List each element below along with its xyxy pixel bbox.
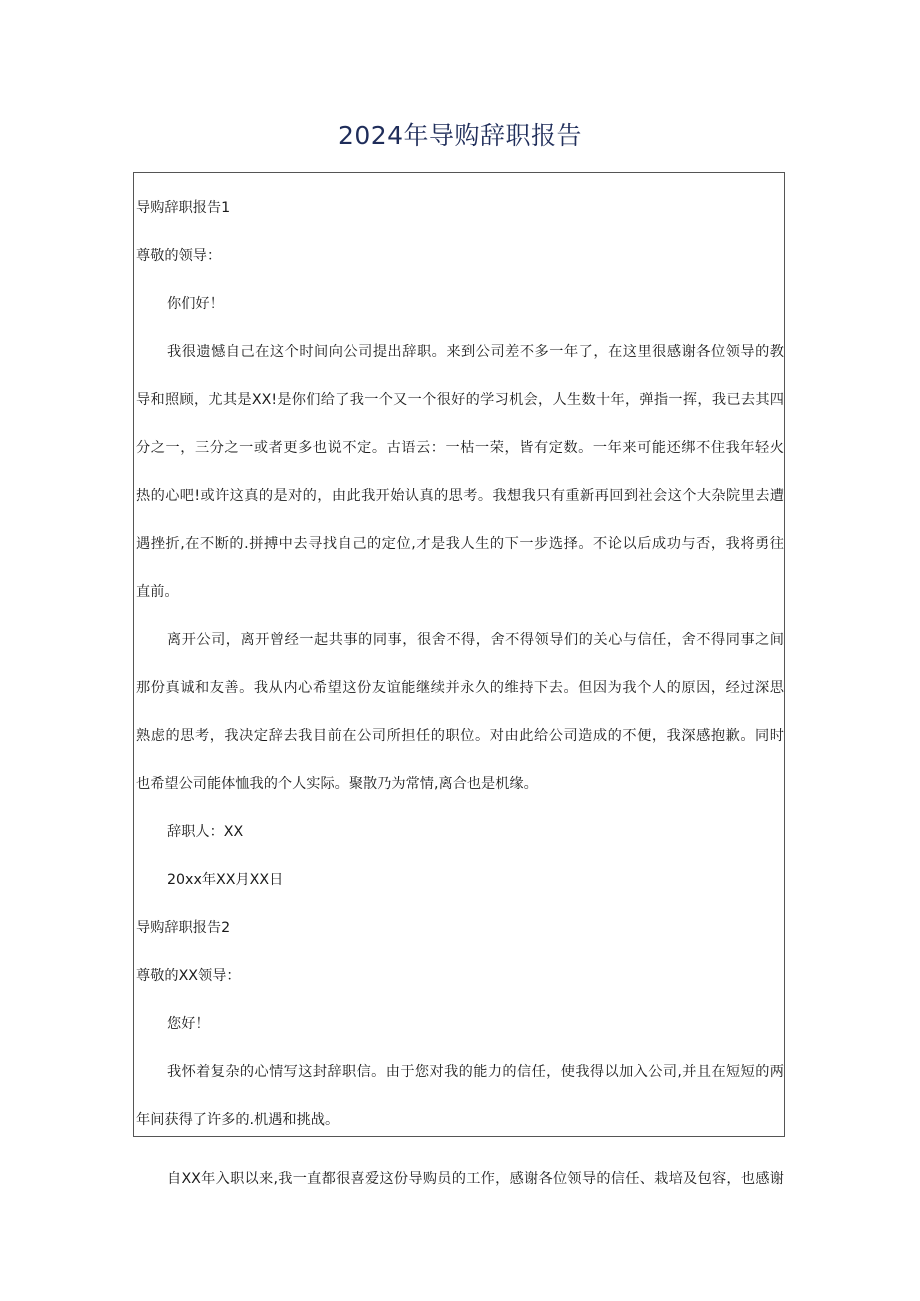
continued-text (136, 1155, 784, 1203)
report1-para1-line: 直前。 (136, 584, 179, 600)
report2-salutation: 尊敬的XX领导： (136, 968, 241, 984)
document-title: 2024年导购辞职报告 (337, 121, 583, 150)
report1-greeting: 你们好！ (167, 296, 224, 312)
report2-para2-line: 自XX年入职以来,我一直都很喜爱这份导购员的工作，感谢各位领导的信任、栽培及包容，也感谢 (167, 1171, 784, 1187)
report1-para2-line: 那份真诚和友善。我从内心希望这份友谊能继续并永久的维持下去。但因为我个人的原因，经过深思 (136, 680, 784, 696)
report1-para1-line: 热的心吧!或许这真的是对的，由此我开始认真的思考。我想我只有重新再回到社会这个大杂院里去遭 (136, 488, 784, 504)
document-body (136, 184, 784, 1144)
report2-heading: 导购辞职报告2 (136, 920, 231, 936)
report1-para1-line: 分之一，三分之一或者更多也说不定。古语云：一枯一荣，皆有定数。一年来可能还绑不住我年轻火 (136, 440, 784, 456)
report1-para2-line: 熟虑的思考，我决定辞去我目前在公司所担任的职位。对由此给公司造成的不便，我深感抱歉。同时 (136, 728, 784, 744)
report1-salutation: 尊敬的领导： (136, 248, 222, 264)
report1-date: 20xx年XX月XX日 (167, 872, 284, 888)
report2-para1-line: 我怀着复杂的心情写这封辞职信。由于您对我的能力的信任，使我得以加入公司,并且在短短的两 (167, 1064, 784, 1080)
report1-para2-line: 也希望公司能体恤我的个人实际。聚散乃为常情,离合也是机缘。 (136, 776, 538, 792)
report1-para1-line: 遇挫折,在不断的.拼搏中去寻找自己的定位,才是我人生的下一步选择。不论以后成功与否，我将勇往 (136, 536, 784, 552)
report1-para2-line: 离开公司，离开曾经一起共事的同事，很舍不得，舍不得领导们的关心与信任，舍不得同事之间 (167, 632, 784, 648)
report1-para1-line: 导和照顾，尤其是XX!是你们给了我一个又一个很好的学习机会，人生数十年，弹指一挥，我已去其四 (136, 392, 784, 408)
report1-signer: 辞职人：XX (167, 824, 244, 840)
report1-heading: 导购辞职报告1 (136, 200, 231, 216)
report1-para1-line: 我很遗憾自己在这个时间向公司提出辞职。来到公司差不多一年了，在这里很感谢各位领导的教 (167, 344, 784, 360)
report2-para1-line: 年间获得了许多的.机遇和挑战。 (136, 1112, 340, 1128)
report2-greeting: 您好！ (167, 1016, 210, 1032)
